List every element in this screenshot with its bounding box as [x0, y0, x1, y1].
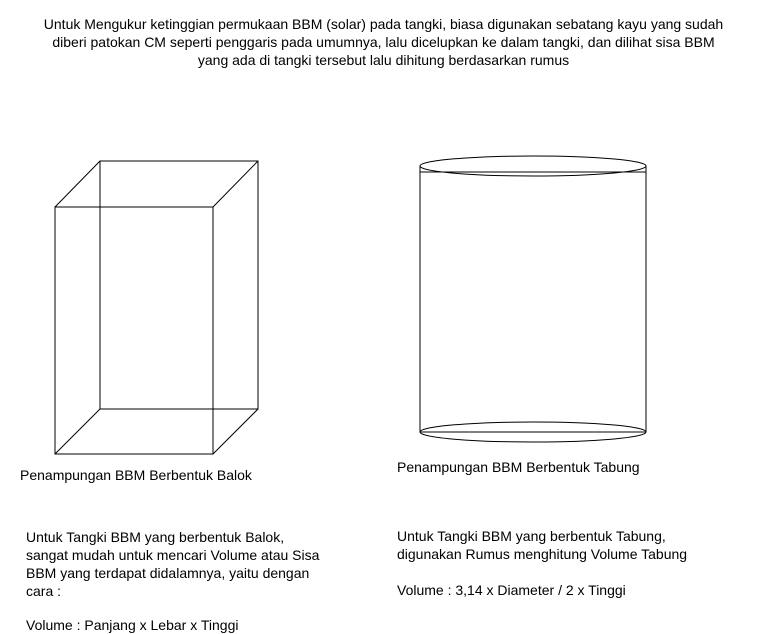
- cylinder-top-ellipse: [420, 156, 646, 176]
- description-line: digunakan Rumus menghitung Volume Tabung: [397, 546, 688, 562]
- cuboid-edge: [213, 409, 258, 454]
- cylinder-tank-drawing: [420, 156, 646, 442]
- cuboid-back-face: [100, 161, 258, 409]
- intro-line: yang ada di tangki tersebut lalu dihitung berdasarkan rumus: [197, 52, 570, 68]
- description-line: sangat mudah untuk mencari Volume atau Sisa: [26, 547, 320, 563]
- caption-cuboid-tank: Penampungan BBM Berbentuk Balok: [20, 467, 252, 483]
- description-line: Untuk Tangki BBM yang berbentuk Tabung,: [397, 528, 666, 544]
- caption-cylinder-tank: Penampungan BBM Berbentuk Tabung: [397, 459, 640, 475]
- intro-line: Untuk Mengukur ketinggian permukaan BBM (solar) pada tangki, biasa digunakan sebatang kayu yang sudah: [43, 16, 724, 32]
- cuboid-volume-formula: Volume : Panjang x Lebar x Tinggi: [26, 617, 239, 633]
- description-line: BBM yang terdapat didalamnya, yaitu dengan: [26, 565, 310, 581]
- cuboid-front-face: [55, 207, 213, 454]
- cylinder-volume-formula: Volume : 3,14 x Diameter / 2 x Tinggi: [397, 582, 626, 598]
- cuboid-edge: [55, 409, 100, 454]
- cuboid-description: [26, 528, 319, 600]
- cuboid-edge: [213, 161, 258, 207]
- description-line: cara :: [26, 583, 62, 599]
- description-line: Untuk Tangki BBM yang berbentuk Balok,: [26, 529, 285, 545]
- cuboid-edge: [55, 161, 100, 207]
- cuboid-tank-drawing: [55, 161, 258, 454]
- intro-line: diberi patokan CM seperti penggaris pada umumnya, lalu dicelupkan ke dalam tangki, dan dilihat sisa BBM: [52, 34, 715, 50]
- cylinder-description: [397, 527, 687, 563]
